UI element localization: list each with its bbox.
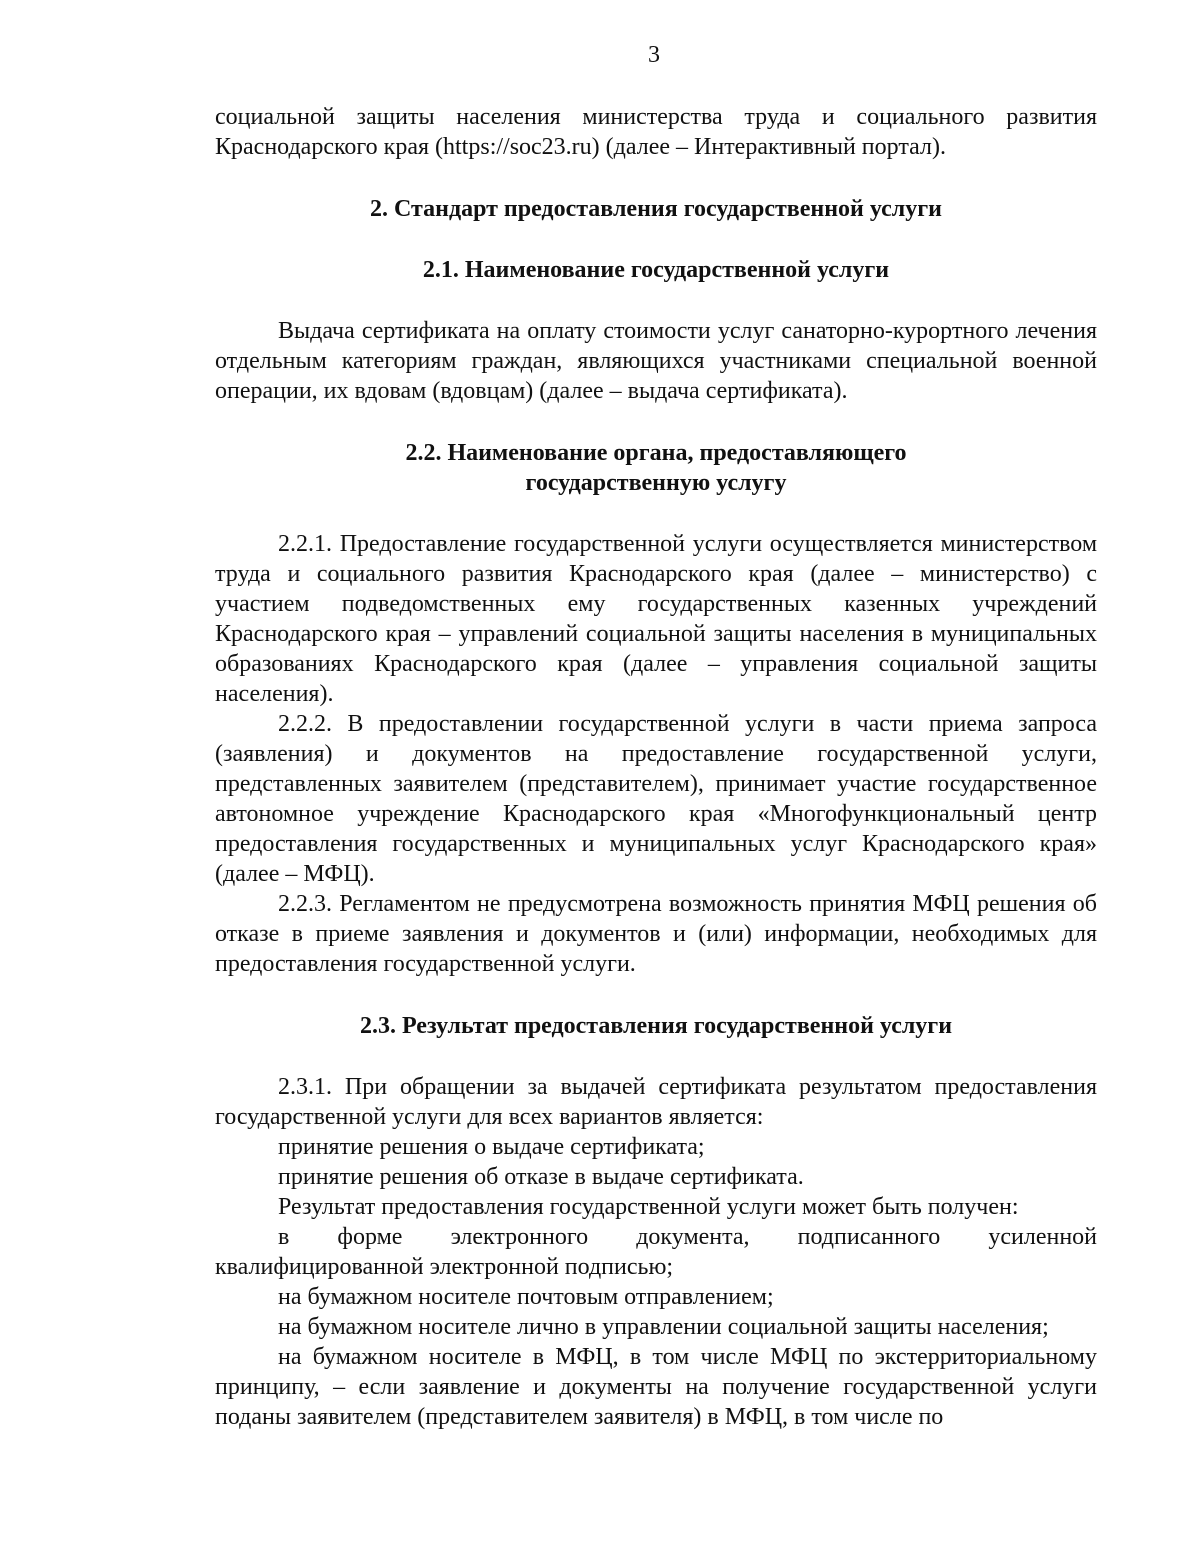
paragraph-2-2-3: 2.2.3. Регламентом не предусмотрена возможность принятия МФЦ решения об отказе в приеме заявления и документов и (или) информации, необходимых для предоставления государственной услуги.	[215, 891, 1097, 977]
list-item: принятие решения об отказе в выдаче сертификата.	[278, 1164, 804, 1190]
section-2-1-text: Выдача сертификата на оплату стоимости услуг санаторно-курортного лечения отдельным категориям граждан, являющихся участниками специальной военной операции, их вдовам (вдовцам) (далее – выдача сертификата).	[215, 318, 1097, 404]
list-item: на бумажном носителе лично в управлении социальной защиты населения;	[278, 1314, 1049, 1340]
list-item: на бумажном носителе в МФЦ, в том числе МФЦ по экстерриториальному принципу, – если заявление и документы на получение государственной услуги поданы заявителем (представителем заявителя) в МФЦ, в том числе по	[215, 1344, 1097, 1430]
paragraph-2-2-1: 2.2.1. Предоставление государственной услуги осуществляется министерством труда и социального развития Краснодарского края (далее – министерство) с участием подведомственных ему государственных казенных учреждений Краснодарского края – управлений социальной защиты населения в муниципальных образованиях Краснодарского края (далее – управления социальной защиты населения).	[215, 531, 1097, 707]
paragraph-2-3-1: 2.3.1. При обращении за выдачей сертификата результатом предоставления государственной услуги для всех вариантов является:	[215, 1074, 1097, 1130]
list-item: принятие решения о выдаче сертификата;	[278, 1134, 705, 1160]
list-item: Результат предоставления государственной услуги может быть получен:	[278, 1194, 1019, 1220]
section-2-2-heading	[215, 438, 1097, 498]
section-2-1-heading: 2.1. Наименование государственной услуги	[422, 257, 890, 283]
document-body	[215, 102, 1097, 1432]
result-list	[215, 1132, 1097, 1432]
page-number: 3	[648, 42, 660, 68]
list-item: на бумажном носителе почтовым отправлением;	[278, 1284, 774, 1310]
section-2-2-heading-line2: государственную услугу	[525, 470, 787, 496]
intro-paragraph: социальной защиты населения министерства труда и социального развития Краснодарского края (https://soc23.ru) (далее – Интерактивный портал).	[215, 104, 1097, 160]
section-2-3-heading: 2.3. Результат предоставления государственной услуги	[359, 1013, 953, 1039]
section-2-heading: 2. Стандарт предоставления государственной услуги	[370, 196, 942, 222]
list-item: в форме электронного документа, подписанного усиленной квалифицированной электронной подписью;	[215, 1224, 1097, 1280]
section-2-2-heading-line1: 2.2. Наименование органа, предоставляющего	[405, 440, 907, 466]
paragraph-2-2-2: 2.2.2. В предоставлении государственной услуги в части приема запроса (заявления) и документов на предоставление государственной услуги, представленных заявителем (представителем), принимает участие государственное автономное учреждение Краснодарского края «Многофункциональный центр предоставления государственных и муниципальных услуг Краснодарского края» (далее – МФЦ).	[215, 711, 1097, 887]
